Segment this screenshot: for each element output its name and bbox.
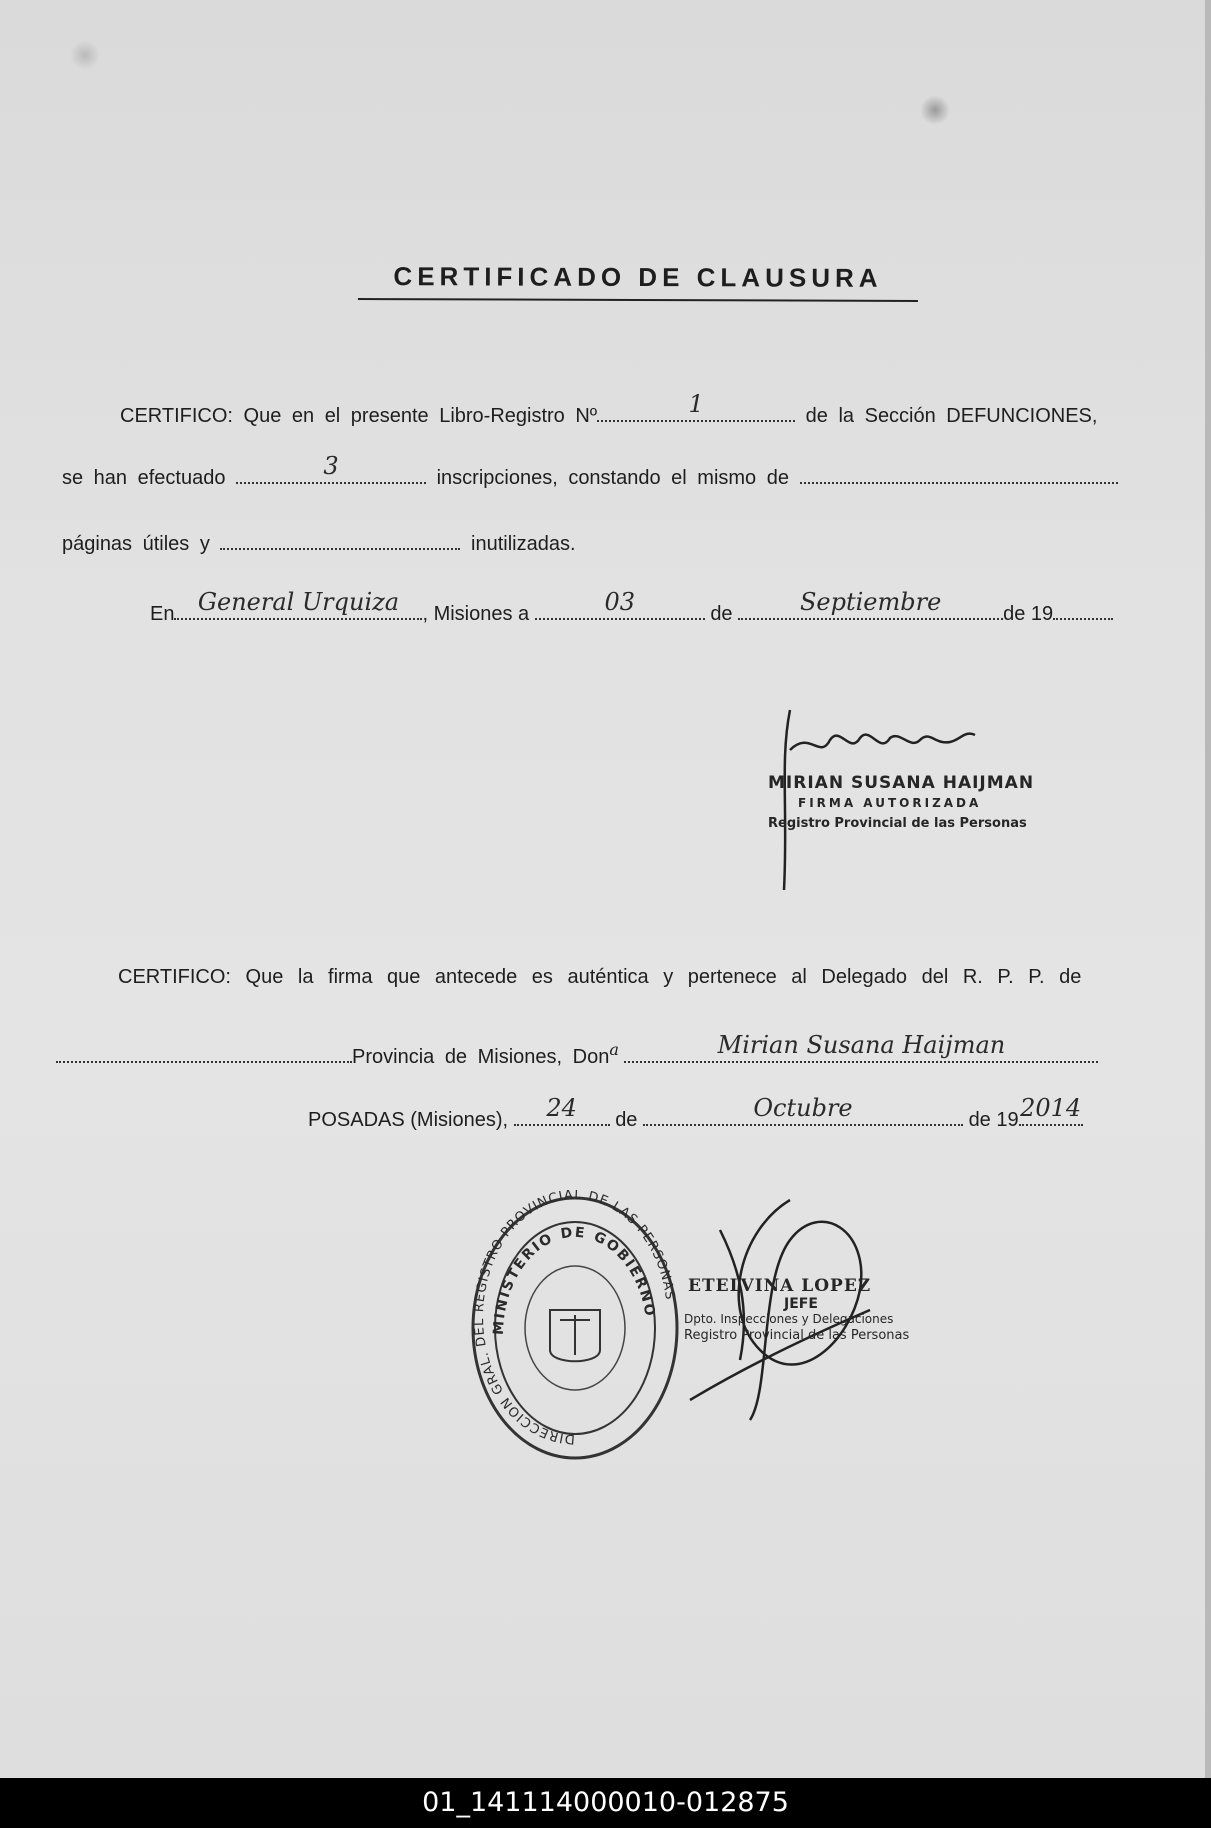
mes1-field <box>738 588 1003 620</box>
seal-outer-text: DIRECCION GRAL. DEL REGISTRO PROVINCIAL DE LAS PERSONAS <box>472 1190 678 1447</box>
document-title: CERTIFICADO DE CLAUSURA <box>358 261 918 302</box>
provincia-label: Provincia de Misiones, Don <box>352 1045 610 1068</box>
scan-footer-id: 01_141114000010-012875 <box>0 1778 1211 1828</box>
para2-line3 <box>308 1094 1083 1132</box>
sig1-org: Registro Provincial de las Personas <box>768 816 1027 831</box>
scan-speck <box>920 95 950 125</box>
en-label: En <box>150 603 175 625</box>
nombre-field <box>624 1030 1098 1063</box>
delegacion-field <box>56 1043 352 1063</box>
paginas-label: páginas útiles y <box>62 533 210 555</box>
libro-no-value: 1 <box>688 390 704 418</box>
para2-line2 <box>56 1030 1098 1069</box>
se-han-label: se han efectuado <box>62 467 226 489</box>
libro-no-field <box>597 390 795 422</box>
sig1-name: MIRIAN SUSANA HAIJMAN <box>768 773 1035 793</box>
dona-suffix: a <box>609 1040 619 1059</box>
de-19-label: de 19 <box>1003 603 1054 625</box>
para1-line1 <box>120 390 1098 428</box>
mes1-value: Septiembre <box>799 588 942 616</box>
inutilizadas-field <box>220 530 460 550</box>
seal-inner-text: MINISTERIO DE GOBIERNO <box>490 1224 658 1336</box>
dia2-value: 24 <box>546 1094 577 1122</box>
nombre-value: Mirian Susana Haijman <box>717 1030 1006 1059</box>
anio2-value: 2014 <box>1020 1094 1082 1122</box>
lugar-value: General Urquiza <box>197 588 400 616</box>
inscripciones-field <box>236 452 426 484</box>
sig2-org: Registro Provincial de las Personas <box>684 1328 910 1343</box>
mes2-field <box>643 1094 963 1126</box>
anio2-field <box>1019 1094 1083 1126</box>
para1-line3 <box>62 530 576 556</box>
sig2-name: ETELVINA LOPEZ <box>688 1276 872 1296</box>
dia1-value: 03 <box>604 588 636 616</box>
de-19-2-label: de 19 <box>968 1109 1019 1131</box>
mes2-value: Octubre <box>753 1094 853 1122</box>
sig2-role: JEFE <box>784 1296 818 1312</box>
anio1-field <box>1053 600 1113 620</box>
paginas-count-field <box>800 464 1118 484</box>
official-seal <box>465 1190 685 1470</box>
scan-speck <box>70 40 100 70</box>
certifico-label: CERTIFICO: Que en el presente Libro-Registro Nº <box>120 405 598 427</box>
page-edge <box>1205 0 1211 1778</box>
sig2-dept: Dpto. Inspecciones y Delegaciones <box>684 1312 894 1326</box>
dia1-field <box>535 588 705 620</box>
inutilizadas-label: inutilizadas. <box>471 533 576 555</box>
misiones-a-label: , Misiones a <box>422 603 530 625</box>
para1-line4 <box>150 588 1113 626</box>
posadas-label: POSADAS (Misiones), <box>308 1109 509 1131</box>
para1-line2 <box>62 452 1118 490</box>
inscripciones-value: 3 <box>323 452 339 480</box>
sig1-role: FIRMA AUTORIZADA <box>798 796 982 810</box>
seccion-label: de la Sección DEFUNCIONES, <box>805 405 1098 427</box>
de2-label: de <box>615 1109 638 1131</box>
inscripciones-label: inscripciones, constando el mismo de <box>436 467 789 489</box>
dia2-field <box>514 1094 610 1126</box>
de-label: de <box>710 603 733 625</box>
lugar-field <box>174 588 422 620</box>
certifico2-label: CERTIFICO: Que la firma que antecede es auténtica y pertenece al Delegado del R. P. P. de <box>118 966 1082 988</box>
para2-line1 <box>118 966 1081 989</box>
